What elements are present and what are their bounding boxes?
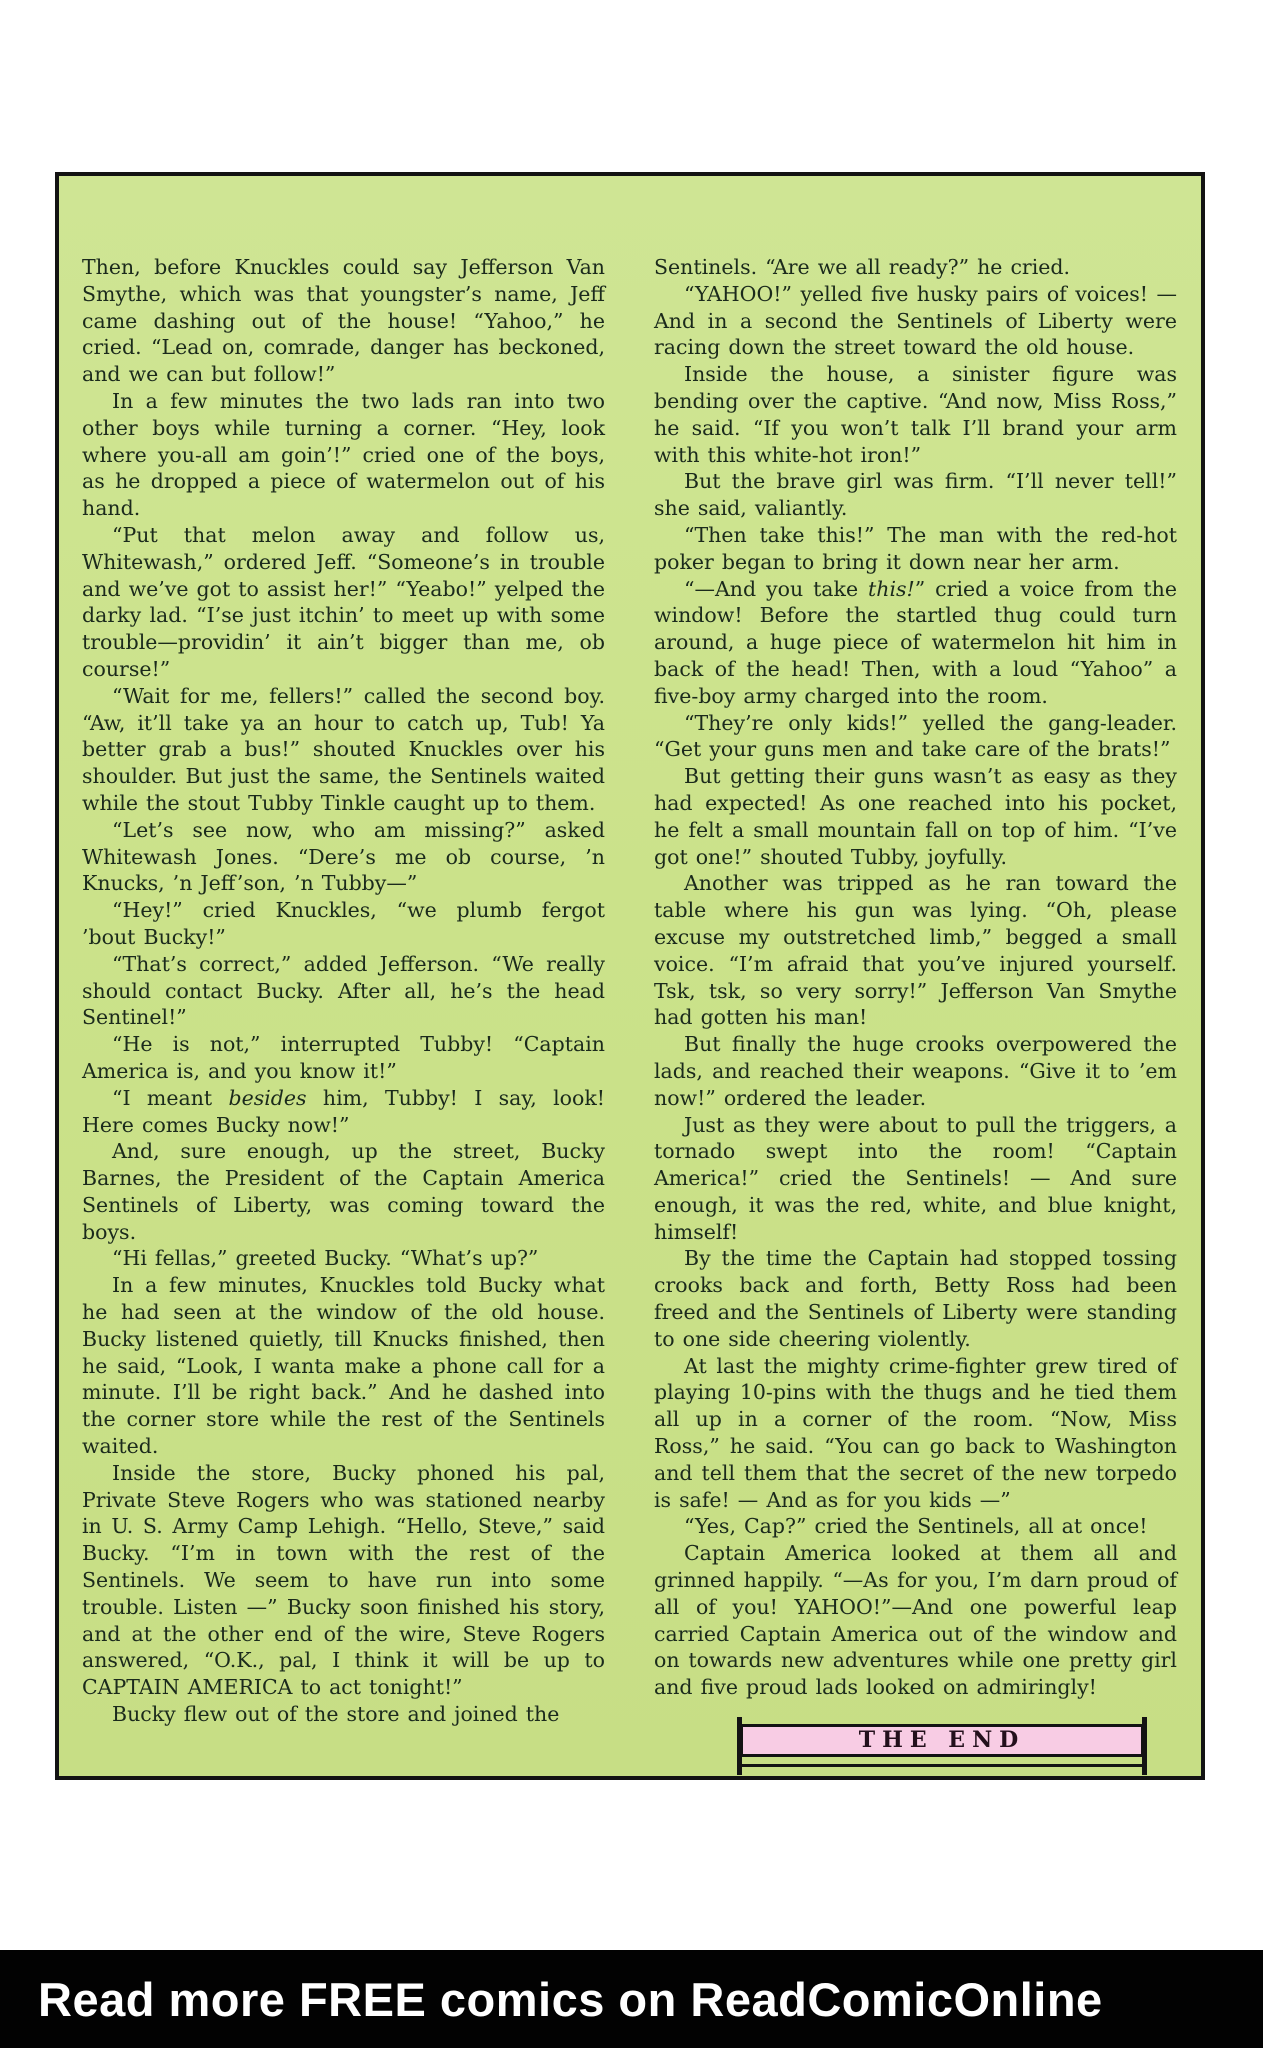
story-paragraph: “Let’s see now, who am missing?” asked Whitewash Jones. “Dere’s me ob course, ’n Knucks, ’n Jeff’son, ’n Tubby—”	[82, 817, 605, 896]
story-paragraph: “—And you take this!” cried a voice from the window! Before the startled thug could turn around, a huge piece of watermelon hit him in back of the head! Then, with a loud “Yahoo” a five-boy army charged into the room.	[654, 576, 1177, 708]
story-paragraph: “They’re only kids!” yelled the gang-leader. “Get your guns men and take care of the brats!”	[654, 710, 1177, 762]
story-paragraph: Bucky flew out of the store and joined the	[112, 1702, 560, 1727]
story-paragraph: Just as they were about to pull the triggers, a tornado swept into the room! “Captain America!” cried the Sentinels! — And sure enough, it was the red, white, and blue knight, himself!	[654, 1112, 1177, 1244]
story-paragraph: Sentinels. “Are we all ready?” he cried.	[654, 255, 1071, 279]
story-paragraph: “Hey!” cried Knuckles, “we plumb fergot ’bout Bucky!”	[82, 898, 605, 949]
story-paragraph: Inside the store, Bucky phoned his pal, Private Steve Rogers who was stationed nearby in U. S. Army Camp Lehigh. “Hello, Steve,” said Bucky. “I’m in town with the rest of the Sentinels. We seem to have run into some trouble. Listen —” Bucky soon finished his story, and at the other end of the wire, Steve Rogers answered, “O.K., pal, I think it will be up to CAPTAIN AMERICA to act tonight!”	[82, 1460, 605, 1700]
footer-banner[interactable]	[0, 1950, 1263, 2048]
story-paragraph: By the time the Captain had stopped tossing crooks back and forth, Betty Ross had been freed and the Sentinels of Liberty were standing to one side cheering violently.	[654, 1246, 1177, 1351]
story-paragraph: But finally the huge crooks overpowered the lads, and reached their weapons. “Give it to ’em now!” ordered the leader.	[654, 1032, 1177, 1110]
story-paragraph: Inside the house, a sinister figure was bending over the captive. “And now, Miss Ross,” he said. “If you won’t talk I’ll brand your arm with this white-hot iron!”	[654, 362, 1177, 467]
story-paragraph: “Yes, Cap?” cried the Sentinels, all at once!	[684, 1514, 1148, 1539]
story-paragraph: But getting their guns wasn’t as easy as they had expected! As one reached into his pocket, he felt a small mountain fall on top of him. “I’ve got one!” shouted Tubby, joyfully.	[654, 764, 1177, 869]
story-paragraph: “He is not,” interrupted Tubby! “Captain America is, and you know it!”	[82, 1032, 605, 1083]
story-paragraph: In a few minutes the two lads ran into two other boys while turning a corner. “Hey, look where you-all am goin’!” cried one of the boys, as he dropped a piece of watermelon out of his hand.	[82, 388, 605, 521]
right-column	[654, 254, 1177, 1776]
story-paragraph: At last the mighty crime-fighter grew tired of playing 10-pins with the thugs and he tied them all up in a corner of the room. “Now, Miss Ross,” he said. “You can go back to Washington and tell them that the secret of the new torpedo is safe! — And as for you kids —”	[654, 1353, 1177, 1512]
story-paragraph: Captain America looked at them all and grinned happily. “—As for you, I’m darn proud of all of you! YAHOO!”—And one powerful leap carried Captain America out of the window and on towards new adventures while one pretty girl and five proud lads looked on admiringly!	[654, 1541, 1177, 1700]
story-paragraph: “That’s correct,” added Jefferson. “We really should contact Bucky. After all, he’s the head Sentinel!”	[82, 951, 605, 1030]
story-paragraph: “I meant besides him, Tubby! I say, look! Here comes Bucky now!”	[82, 1085, 605, 1137]
banner-right-cap	[1142, 1717, 1147, 1775]
story-paragraph: “Then take this!” The man with the red-hot poker began to bring it down near her arm.	[654, 522, 1177, 574]
left-column	[82, 254, 605, 1776]
story-paragraph: “Hi fellas,” greeted Bucky. “What’s up?”	[112, 1246, 539, 1271]
story-paragraph: “Wait for me, fellers!” called the second boy. “Aw, it’ll take ya an hour to catch up, Tub! Ya better grab a bus!” shouted Knuckles over his shoulder. But just the same, the Sentinels waited while the stout Tubby Tinkle caught up to them.	[82, 683, 605, 815]
story-paragraph: In a few minutes, Knuckles told Bucky what he had seen at the window of the old house. Bucky listened quietly, till Knucks finished, then he said, “Look, I wanta make a phone call for a minute. I’ll be right back.” And he dashed into the corner store while the rest of the Sentinels waited.	[82, 1273, 605, 1459]
left-column-text	[82, 254, 605, 1728]
right-column-text	[654, 254, 1177, 1701]
story-paragraph: And, sure enough, up the street, Bucky Barnes, the President of the Captain America Sentinels of Liberty, was coming toward the boys.	[82, 1139, 605, 1244]
story-paragraph: But the brave girl was firm. “I’ll never tell!” she said, valiantly.	[654, 469, 1177, 521]
footer-text[interactable]: Read more FREE comics on ReadComicOnline	[38, 1972, 1103, 2026]
story-paragraph: Another was tripped as he ran toward the table where his gun was lying. “Oh, please excuse my outstretched limb,” begged a small voice. “I’m afraid that you’ve injured yourself. Tsk, tsk, so very sorry!” Jefferson Van Smythe had gotten his man!	[654, 871, 1177, 1030]
story-paragraph: “YAHOO!” yelled five husky pairs of voices! — And in a second the Sentinels of Liberty were racing down the street toward the old house.	[654, 281, 1177, 360]
the-end-banner	[737, 1717, 1147, 1775]
story-text-panel	[55, 172, 1205, 1780]
story-paragraph: Then, before Knuckles could say Jefferson Van Smythe, which was that youngster’s name, Jeff came dashing out of the house! “Yahoo,” he cried. “Lead on, comrade, danger has beckoned, and we can but follow!”	[82, 255, 605, 387]
the-end-label: THE END	[740, 1724, 1144, 1757]
banner-underline	[737, 1764, 1147, 1767]
story-paragraph: “Put that melon away and follow us, Whitewash,” ordered Jeff. “Someone’s in trouble and we’ve got to assist her!” “Yeabo!” yelped the darky lad. “I’se just itchin’ to meet up with some trouble—providin’ it ain’t bigger than me, ob course!”	[82, 522, 605, 681]
